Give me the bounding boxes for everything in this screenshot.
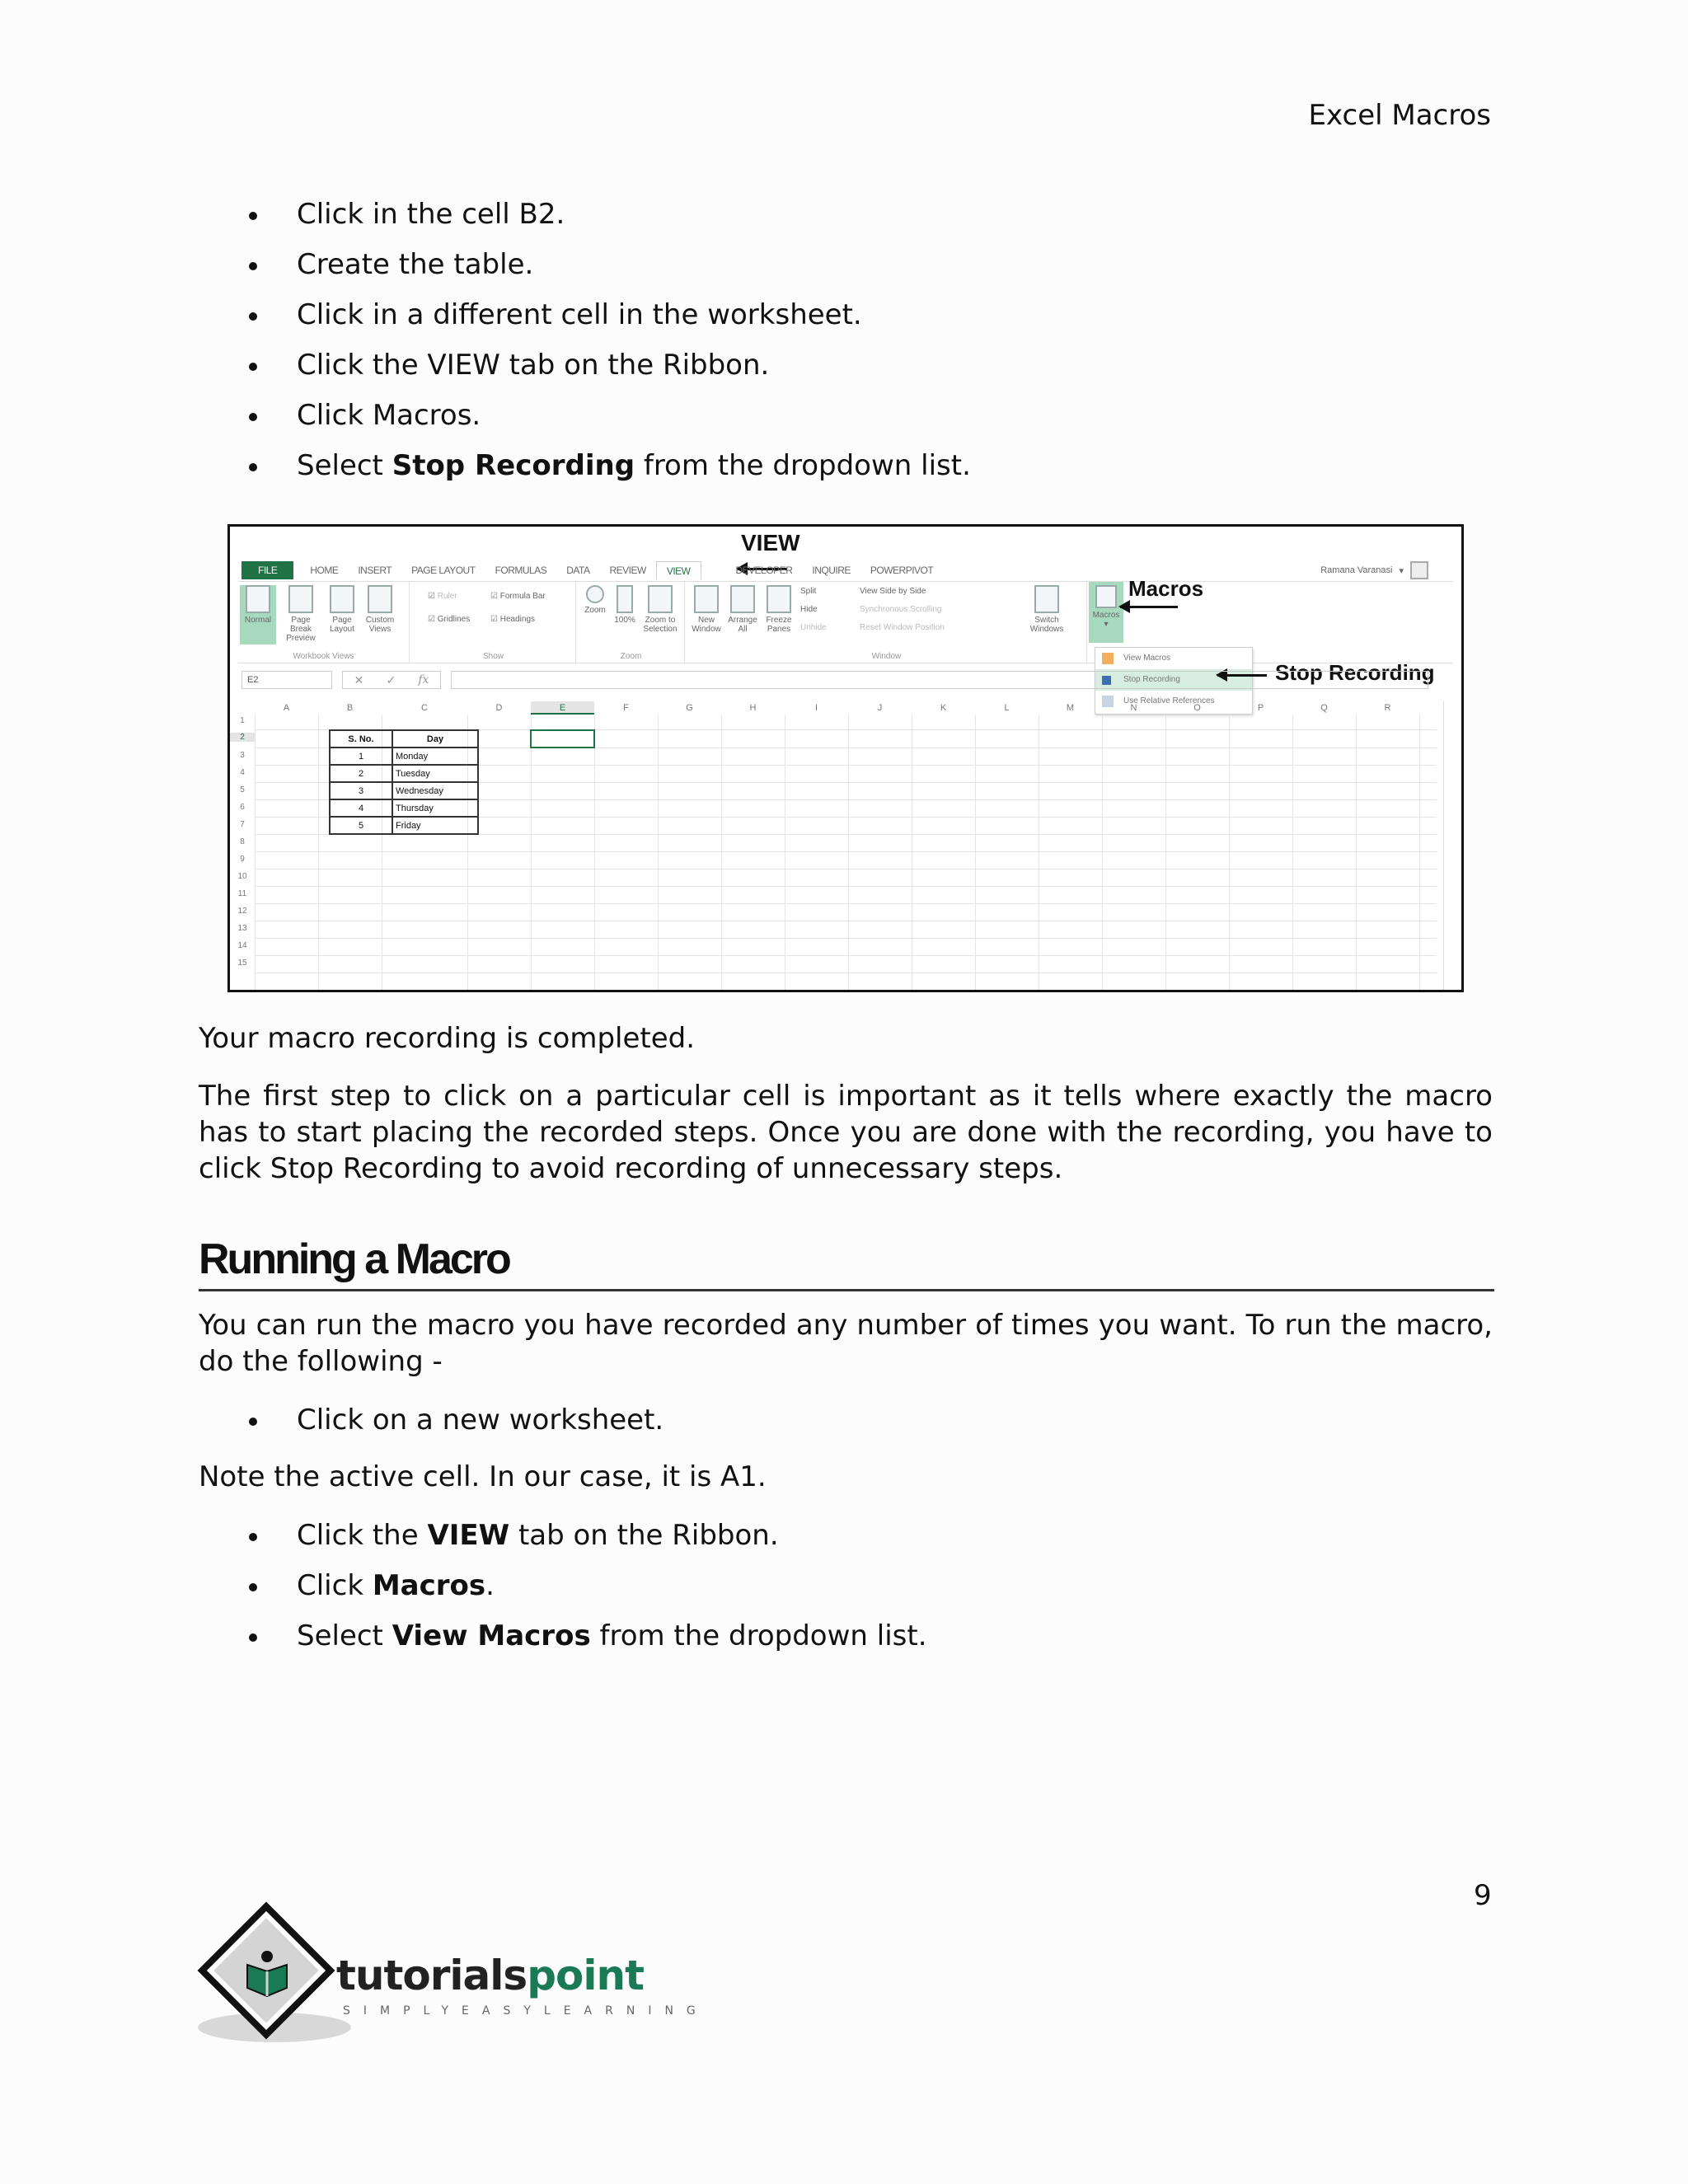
row-header[interactable]: 7 <box>240 820 245 829</box>
row-header[interactable]: 5 <box>240 785 245 794</box>
freeze-panes-button[interactable]: Freeze Panes <box>762 585 795 634</box>
chevron-down-icon: ▾ <box>1104 620 1109 629</box>
row-header[interactable]: 12 <box>237 907 247 916</box>
table-row: 5 Friday <box>330 817 478 834</box>
column-header[interactable]: B <box>346 703 354 713</box>
list-item: Click Macros. <box>247 1561 927 1611</box>
column-header[interactable]: R <box>1384 703 1391 713</box>
active-cell-e2[interactable] <box>530 729 595 748</box>
column-header[interactable]: F <box>623 703 629 713</box>
note-paragraph: Note the active cell. In our case, it is A1. <box>199 1460 767 1493</box>
list-item: Click in a different cell in the worksheet. <box>247 290 971 340</box>
tab-home[interactable]: HOME <box>310 565 339 576</box>
completion-paragraph: Your macro recording is completed. <box>199 1022 696 1055</box>
list-item: Click the VIEW tab on the Ribbon. <box>247 1511 927 1561</box>
fx-icon[interactable]: fx <box>418 673 429 687</box>
row-header[interactable]: 10 <box>237 872 247 881</box>
menu-item-view-macros[interactable]: View Macros <box>1095 648 1252 669</box>
view-macros-icon <box>1102 653 1114 664</box>
table-header: Day <box>392 730 478 748</box>
split-button[interactable]: Split <box>800 587 817 596</box>
row-header[interactable]: 1 <box>240 716 245 725</box>
arrange-all-button[interactable]: Arrange All <box>726 585 759 634</box>
explanation-paragraph: The first step to click on a particular cell is important as it tells where exactly the macro has to start placing the recorded steps. Once you are done with the recording, you have to click Stop Recording to avoid recording of unnecessary steps. <box>199 1080 1493 1185</box>
list-item: Select Stop Recording from the dropdown list. <box>247 441 971 491</box>
list-item: Create the table. <box>247 240 971 290</box>
tab-data[interactable]: DATA <box>566 565 590 576</box>
vertical-scrollbar[interactable] <box>1443 701 1455 990</box>
zoom-100-button[interactable]: 100% <box>612 585 637 625</box>
column-header[interactable]: P <box>1257 703 1264 713</box>
steps-list-running <box>247 1511 927 1661</box>
chevron-down-icon: ▾ <box>1399 565 1404 576</box>
annotation-stop-recording: Stop Recording <box>1275 660 1435 685</box>
ruler-checkbox[interactable]: ☑ Ruler <box>428 592 457 601</box>
page-layout-button[interactable]: Page Layout <box>326 585 359 634</box>
formula-bar <box>241 670 1428 690</box>
steps-list-new-sheet <box>247 1395 663 1446</box>
unhide-button[interactable]: Unhide <box>800 623 827 632</box>
name-box[interactable]: E2 <box>241 671 332 689</box>
row-header[interactable]: 9 <box>240 855 245 864</box>
group-workbook-views <box>238 582 410 663</box>
tutorialspoint-logo <box>198 1912 709 2052</box>
group-label: Show <box>482 652 504 661</box>
ribbon-tabs <box>241 561 943 579</box>
column-header[interactable]: G <box>686 703 693 713</box>
row-header[interactable]: 3 <box>240 751 245 760</box>
section-title: Running a Macro <box>199 1235 509 1283</box>
view-side-by-side-button[interactable]: View Side by Side <box>860 587 926 596</box>
row-header[interactable]: 8 <box>240 837 245 846</box>
menu-item-use-relative-references[interactable]: Use Relative References <box>1095 691 1252 712</box>
excel-screenshot-figure <box>227 524 1464 992</box>
column-header[interactable]: C <box>421 703 428 713</box>
list-item: Click the VIEW tab on the Ribbon. <box>247 340 971 391</box>
column-header[interactable]: L <box>1004 703 1010 713</box>
row-header[interactable]: 15 <box>237 958 247 968</box>
page-number: 9 <box>1474 1879 1492 1912</box>
page-break-preview-button[interactable]: Page Break Preview <box>279 585 322 643</box>
group-show <box>411 582 576 663</box>
column-header[interactable]: J <box>877 703 883 713</box>
formula-input[interactable] <box>451 671 1428 689</box>
annotation-macros: Macros <box>1128 576 1204 601</box>
macros-icon <box>1095 585 1117 608</box>
column-header[interactable]: I <box>814 703 818 713</box>
tab-insert[interactable]: INSERT <box>358 565 392 576</box>
running-header: Excel Macros <box>1308 99 1491 132</box>
menu-item-stop-recording[interactable]: Stop Recording <box>1095 669 1252 691</box>
list-item: Select View Macros from the dropdown list. <box>247 1611 927 1661</box>
hide-button[interactable]: Hide <box>800 605 818 614</box>
switch-windows-icon <box>1034 585 1059 613</box>
custom-views-button[interactable]: Custom Views <box>362 585 398 634</box>
tab-file[interactable]: FILE <box>241 561 293 579</box>
table-row: 4 Thursday <box>330 799 478 817</box>
row-header[interactable]: 6 <box>240 803 245 812</box>
group-label: Zoom <box>620 652 642 661</box>
row-header[interactable]: 11 <box>237 889 247 898</box>
tab-view[interactable]: VIEW <box>656 561 701 579</box>
tab-page-layout[interactable]: PAGE LAYOUT <box>411 565 476 576</box>
book-reader-icon <box>242 1948 292 1998</box>
user-name: Ramana Varanasi <box>1320 565 1393 575</box>
column-header[interactable]: Q <box>1320 703 1328 713</box>
headings-checkbox[interactable]: ☑ Headings <box>490 615 535 624</box>
tab-inquire[interactable]: INQUIRE <box>812 565 851 576</box>
custom-views-icon <box>368 585 392 613</box>
check-icon[interactable]: ✓ <box>386 673 396 687</box>
column-header[interactable]: O <box>1193 703 1201 713</box>
normal-view-button[interactable]: Normal <box>240 585 276 644</box>
zoom-button[interactable]: Zoom <box>581 585 609 615</box>
list-item: Click on a new worksheet. <box>247 1395 663 1446</box>
days-table <box>329 729 479 835</box>
tab-developer[interactable]: DEVELOPER <box>735 565 793 576</box>
freeze-panes-icon <box>767 585 791 613</box>
page-icon <box>330 585 354 613</box>
group-window <box>687 582 1087 663</box>
logo-wordmark: tutorialspoint <box>336 1952 644 1999</box>
zoom-to-selection-button[interactable]: Zoom to Selection <box>640 585 680 634</box>
row-header[interactable]: 14 <box>237 941 247 950</box>
user-account[interactable] <box>1320 561 1428 579</box>
tab-formulas[interactable]: FORMULAS <box>495 565 547 576</box>
group-zoom <box>578 582 685 663</box>
column-header[interactable]: N <box>1130 703 1137 713</box>
table-row: 3 Wednesday <box>330 782 478 799</box>
switch-windows-button[interactable]: Switch Windows <box>1026 585 1067 634</box>
gridlines-checkbox[interactable]: ☑ Gridlines <box>428 615 470 624</box>
section-heading <box>199 1233 1494 1291</box>
grid-icon <box>246 585 270 613</box>
new-window-icon <box>694 585 719 613</box>
column-header[interactable]: H <box>749 703 757 713</box>
group-label: Window <box>871 652 902 661</box>
macros-button[interactable]: Macros ▾ <box>1089 582 1123 643</box>
new-window-button[interactable]: New Window <box>690 585 723 634</box>
steps-list-recording <box>247 190 971 491</box>
column-header[interactable]: K <box>940 703 947 713</box>
group-label: Workbook Views <box>293 652 354 661</box>
list-item: Click in the cell B2. <box>247 190 971 240</box>
ribbon <box>238 581 1453 663</box>
cancel-icon[interactable]: ✕ <box>354 673 364 687</box>
magnifier-icon <box>586 585 604 603</box>
formula-buttons <box>342 671 441 689</box>
synchronous-scrolling-button[interactable]: Synchronous Scrolling <box>860 605 942 614</box>
logo-tagline: SIMPLYEASYLEARNING <box>343 2004 709 2018</box>
table-header-row <box>330 730 478 748</box>
annotation-view: VIEW <box>741 530 800 555</box>
formula-bar-checkbox[interactable]: ☑ Formula Bar <box>490 592 546 601</box>
arrange-icon <box>730 585 755 613</box>
intro-paragraph: You can run the macro you have recorded any number of times you want. To run the macro, do the following - <box>199 1309 1493 1378</box>
page-arrow-icon <box>617 585 633 613</box>
column-header[interactable]: D <box>495 703 503 713</box>
table-row: 1 Monday <box>330 748 478 765</box>
row-header[interactable]: 4 <box>240 768 245 777</box>
tab-review[interactable]: REVIEW <box>609 565 646 576</box>
worksheet-grid[interactable] <box>230 701 1437 990</box>
zoom-selection-icon <box>648 585 673 613</box>
table-row: 2 Tuesday <box>330 765 478 782</box>
column-header[interactable]: A <box>283 703 290 713</box>
row-header[interactable]: 2 <box>230 733 255 742</box>
column-header[interactable]: E <box>531 701 594 715</box>
arrow-icon <box>1120 606 1178 608</box>
row-header[interactable]: 13 <box>237 924 247 933</box>
tab-powerpivot[interactable]: POWERPIVOT <box>870 565 934 576</box>
reset-window-position-button[interactable]: Reset Window Position <box>860 623 945 632</box>
column-header[interactable]: M <box>1066 703 1075 713</box>
list-item: Click Macros. <box>247 391 971 441</box>
avatar <box>1410 561 1428 579</box>
page-break-icon <box>288 585 313 613</box>
table-header: S. No. <box>330 730 392 748</box>
